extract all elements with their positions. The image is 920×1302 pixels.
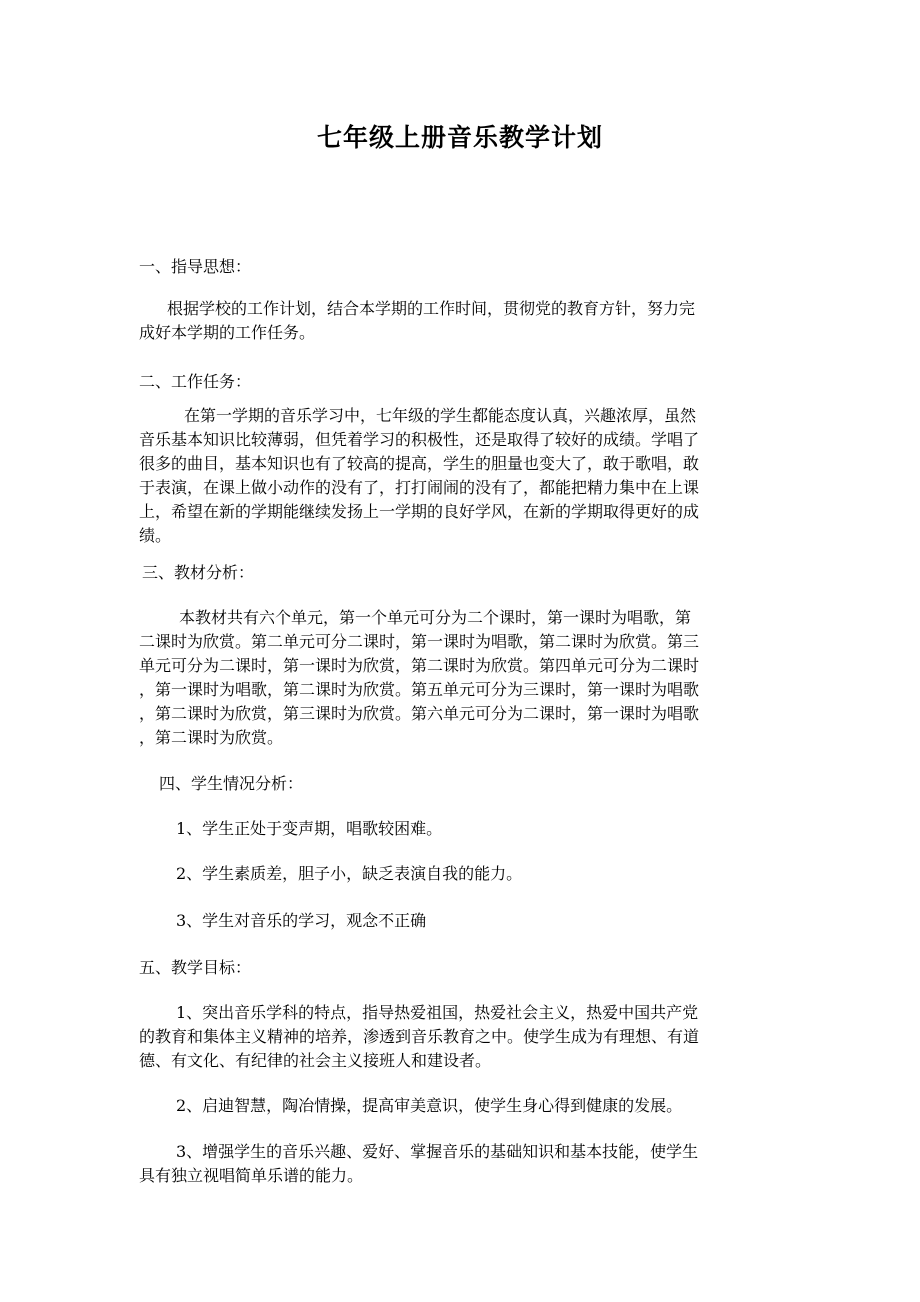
paragraph-line: 本教材共有六个单元，第一个单元可分为二个课时，第一课时为唱歌，第 bbox=[179, 608, 692, 627]
section-heading-textbook-analysis: 三、教材分析： bbox=[142, 563, 255, 582]
paragraph-line: 1、突出音乐学科的特点，指导热爱祖国，热爱社会主义，热爱中国共产党 bbox=[176, 1003, 699, 1022]
paragraph-line: 上，希望在新的学期能继续发扬上一学期的良好学风，在新的学期取得更好的成 bbox=[139, 502, 700, 521]
list-item: 2、学生素质差，胆子小，缺乏表演自我的能力。 bbox=[176, 864, 523, 883]
section-heading-guiding-ideology: 一、指导思想： bbox=[139, 257, 252, 276]
list-item-goal-3 bbox=[139, 1140, 779, 1188]
paragraph-line: ，第二课时为欣赏，第三课时为欣赏。第六单元可分为二课时，第一课时为唱歌 bbox=[139, 704, 700, 723]
section-heading-student-analysis: 四、学生情况分析： bbox=[159, 774, 304, 793]
document-title: 七年级上册音乐教学计划 bbox=[316, 123, 603, 152]
paragraph-line: ，第二课时为欣赏。 bbox=[139, 728, 284, 747]
paragraph-line: 二课时为欣赏。第二单元可分二课时，第一课时为唱歌，第二课时为欣赏。第三 bbox=[139, 632, 700, 651]
paragraph-line: 的教育和集体主义精神的培养，渗透到音乐教育之中。使学生成为有理想、有道 bbox=[139, 1027, 700, 1046]
paragraph-line: 绩。 bbox=[139, 526, 172, 545]
section-heading-work-tasks: 二、工作任务： bbox=[139, 372, 252, 391]
paragraph-line: 单元可分为二课时，第一课时为欣赏，第二课时为欣赏。第四单元可分为二课时 bbox=[139, 656, 700, 675]
list-item: 1、学生正处于变声期，唱歌较困难。 bbox=[176, 819, 443, 838]
list-item-goal-2 bbox=[139, 1094, 779, 1118]
paragraph-line: ，第一课时为唱歌，第二课时为欣赏。第五单元可分为三课时，第一课时为唱歌 bbox=[139, 680, 700, 699]
paragraph-line: 德、有文化、有纪律的社会主义接班人和建设者。 bbox=[139, 1051, 492, 1070]
paragraph-line: 于表演，在课上做小动作的没有了，打打闹闹的没有了，都能把精力集中在上课 bbox=[139, 478, 700, 497]
paragraph-line: 3、增强学生的音乐兴趣、爱好、掌握音乐的基础知识和基本技能，使学生 bbox=[176, 1142, 699, 1161]
paragraph-line: 很多的曲目，基本知识也有了较高的提高，学生的胆量也变大了，敢于歌唱，敢 bbox=[139, 454, 700, 473]
paragraph-line: 成好本学期的工作任务。 bbox=[139, 323, 316, 342]
paragraph-work-tasks bbox=[139, 404, 779, 548]
section-heading-teaching-goals: 五、教学目标： bbox=[139, 958, 252, 977]
list-item-goal-1 bbox=[139, 1001, 779, 1073]
paragraph-line: 具有独立视唱简单乐谱的能力。 bbox=[139, 1166, 364, 1185]
list-item: 3、学生对音乐的学习，观念不正确 bbox=[176, 911, 427, 930]
paragraph-guiding-ideology bbox=[139, 297, 779, 345]
paragraph-textbook-analysis bbox=[139, 606, 779, 750]
paragraph-line: 根据学校的工作计划，结合本学期的工作时间，贯彻党的教育方针，努力完 bbox=[167, 299, 696, 318]
paragraph-line: 2、启迪智慧，陶冶情操，提高审美意识，使学生身心得到健康的发展。 bbox=[176, 1096, 683, 1115]
paragraph-line: 音乐基本知识比较薄弱，但凭着学习的积极性，还是取得了较好的成绩。学唱了 bbox=[139, 430, 700, 449]
paragraph-line: 在第一学期的音乐学习中，七年级的学生都能态度认真，兴趣浓厚，虽然 bbox=[184, 406, 697, 425]
